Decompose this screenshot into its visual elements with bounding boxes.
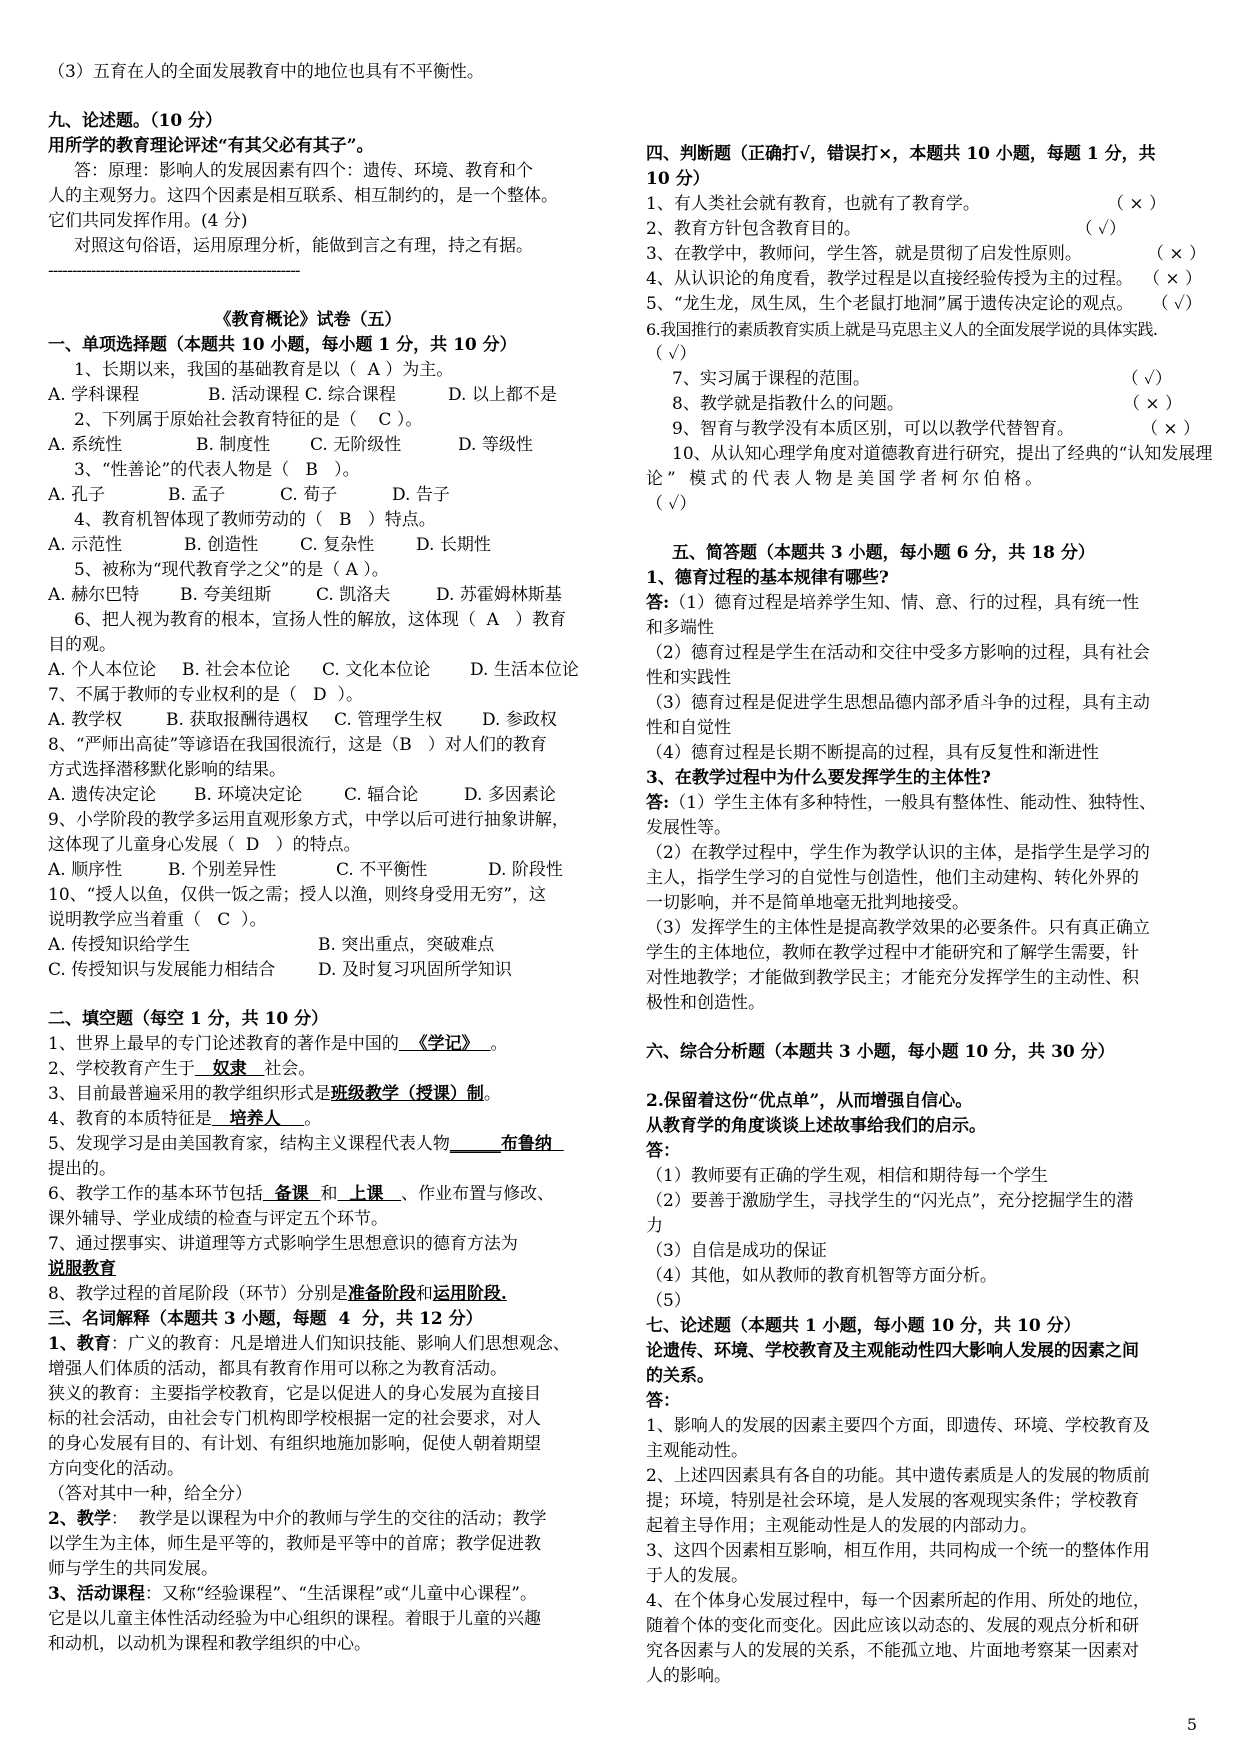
options-row xyxy=(48,933,604,958)
options-row xyxy=(48,658,604,683)
text-line: （4）其他，如从教师的教育机智等方面分析。 xyxy=(646,1266,997,1286)
judge-text: 5、“龙生龙，凤生凤，生个老鼠打地洞”属于遗传决定论的观点。 xyxy=(646,294,1134,314)
fill-answer: 说服教育 xyxy=(48,1259,116,1279)
judge-item xyxy=(646,192,1166,217)
question: 4、教育机智体现了教师劳动的（ B ）特点。 xyxy=(74,510,436,530)
fill-text: 和 xyxy=(415,1284,433,1304)
text-line: 学生的主体地位，教师在教学过程中才能研究和了解学生需要，针 xyxy=(646,943,1139,963)
option: C. 文化本位论 xyxy=(322,660,431,680)
options-row xyxy=(48,383,604,408)
text-line: 提；环境，特别是社会环境，是人发展的客观现实条件；学校教育 xyxy=(646,1491,1139,1511)
option: B. 个别差异性 xyxy=(168,860,277,880)
divider: ----------------------------------------------------- xyxy=(48,261,300,281)
judge-mark: （ × ） xyxy=(1140,419,1200,439)
option: D. 等级性 xyxy=(458,435,533,455)
option: D. 阶段性 xyxy=(488,860,563,880)
judge-text: 4、从认识论的角度看，教学过程是以直接经验传授为主的过程。 xyxy=(646,269,1133,289)
answer-line xyxy=(646,591,1202,616)
text-line: （2）要善于激励学生，寻找学生的“闪光点”，充分挖掘学生的潜 xyxy=(646,1191,1134,1211)
option: B. 孟子 xyxy=(168,485,226,505)
term: 1、教育 xyxy=(48,1334,111,1354)
fill-item xyxy=(48,1182,604,1207)
option: B. 突出重点，突破难点 xyxy=(318,935,495,955)
options-row xyxy=(48,583,604,608)
text-line: 的身心发展有目的、有计划、有组织地施加影响，促使人朝着期望 xyxy=(48,1434,541,1454)
judge-item xyxy=(646,392,1182,417)
option: C. 无阶级性 xyxy=(310,435,402,455)
exam-title: 《教育概论》试卷（五） xyxy=(214,310,402,330)
fill-text: 。 xyxy=(490,1034,508,1054)
judge-item xyxy=(646,417,1200,442)
question: 1、长期以来，我国的基础教育是以（ A ）为主。 xyxy=(74,360,454,380)
answer-label: 答： xyxy=(646,1391,680,1411)
question: 说明教学应当着重（ C ）。 xyxy=(48,910,267,930)
answer-label: 答： xyxy=(646,1141,680,1161)
fill-text: 1、世界上最早的专门论述教育的著作是中国的 xyxy=(48,1034,399,1054)
fill-text: 提出的。 xyxy=(48,1159,116,1179)
fill-text: 。 xyxy=(483,1084,501,1104)
question: 方式选择潜移默化影响的结果。 xyxy=(48,760,286,780)
option: A. 赫尔巴特 xyxy=(48,585,140,605)
fill-item xyxy=(48,1032,604,1057)
option: A. 学科课程 xyxy=(48,385,140,405)
option: A. 示范性 xyxy=(48,535,123,555)
option: A. 个人本位论 xyxy=(48,660,157,680)
option: A. 系统性 xyxy=(48,435,123,455)
text-line: 随着个体的变化而变化。因此应该以动态的、发展的观点分析和研 xyxy=(646,1616,1139,1636)
definition: ：又称“经验课程”、“生活课程”或“儿童中心课程”。 xyxy=(144,1584,537,1604)
option: C. 辐合论 xyxy=(344,785,419,805)
option: D. 苏霍姆林斯基 xyxy=(436,585,562,605)
fill-text: 6、教学工作的基本环节包括 xyxy=(48,1184,263,1204)
judge-mark: （ × ） xyxy=(1146,244,1206,264)
text-line: 起着主导作用；主观能动性是人的发展的内部动力。 xyxy=(646,1516,1037,1536)
judge-text: 6.我国推行的素质教育实质上就是马克思主义人的全面发展学说的具体实践. xyxy=(646,320,1158,339)
text-line: 增强人们体质的活动，都具有教育作用可以称之为教育活动。 xyxy=(48,1359,507,1379)
term: 3、活动课程 xyxy=(48,1584,145,1604)
text-line: 力 xyxy=(646,1216,663,1236)
term-line xyxy=(48,1507,604,1532)
section-title: 四、判断题（正确打√，错误打×，本题共 10 小题，每题 1 分，共 xyxy=(646,144,1156,164)
fill-item xyxy=(48,1057,604,1082)
judge-item xyxy=(646,367,1172,392)
fill-item xyxy=(48,1282,604,1307)
judge-item xyxy=(646,292,1202,317)
option: D. 以上都不是 xyxy=(448,385,557,405)
question: 的关系。 xyxy=(646,1366,714,1386)
question: 用所学的教育理论评述“有其父必有其子”。 xyxy=(48,136,374,156)
options-row xyxy=(48,533,604,558)
question: 10、“授人以鱼，仅供一饭之需；授人以渔，则终身受用无穷”，这 xyxy=(48,885,547,905)
judge-text: 2、教育方针包含教育目的。 xyxy=(646,219,861,239)
option: B. 创造性 xyxy=(184,535,259,555)
section-title: 五、简答题（本题共 3 小题，每小题 6 分，共 18 分） xyxy=(672,543,1095,563)
fill-text: 8、教学过程的首尾阶段（环节）分别是 xyxy=(48,1284,348,1304)
options-row xyxy=(48,783,604,808)
fill-answer: 《学记》 xyxy=(398,1034,491,1054)
option: D. 参政权 xyxy=(482,710,557,730)
question: 5、被称为“现代教育学之父”的是（ A ）。 xyxy=(74,560,389,580)
question: 目的观。 xyxy=(48,635,116,655)
judge-item xyxy=(646,217,1126,242)
fill-text: 。 xyxy=(304,1109,322,1129)
fill-text: 课外辅导、学业成绩的检查与评定五个环节。 xyxy=(48,1209,388,1229)
option: B. 环境决定论 xyxy=(194,785,303,805)
judge-mark: （ ✓） xyxy=(646,494,697,514)
text-line: 2、上述四因素具有各自的功能。其中遗传素质是人的发展的物质前 xyxy=(646,1466,1150,1486)
fill-text: 5、发现学习是由美国教育家，结构主义课程代表人物 xyxy=(48,1134,450,1154)
answer-line xyxy=(646,791,1202,816)
option: D. 告子 xyxy=(392,485,450,505)
judge-item xyxy=(646,242,1206,267)
text-line: 4、在个体身心发展过程中，每一个因素所起的作用、所处的地位， xyxy=(646,1591,1150,1611)
text-line: （1）教师要有正确的学生观，相信和期待每一个学生 xyxy=(646,1166,1048,1186)
question: 3、“性善论”的代表人物是（ B ）。 xyxy=(74,460,360,480)
fill-text: 社会。 xyxy=(264,1059,316,1079)
text-line: 1、影响人的发展的因素主要四个方面，即遗传、环境、学校教育及 xyxy=(646,1416,1150,1436)
term: 2、教学 xyxy=(48,1509,111,1529)
text-line: 答：原理：影响人的发展因素有四个：遗传、环境、教育和个 xyxy=(74,161,533,181)
text-line: 发展性等。 xyxy=(646,818,731,838)
question: 8、“严师出高徒”等谚语在我国很流行，这是（B ）对人们的教育 xyxy=(48,735,547,755)
text-line: 对性地教学；才能做到教学民主；才能充分发挥学生的主动性、积 xyxy=(646,968,1139,988)
option: C. 不平衡性 xyxy=(336,860,428,880)
option: C. 管理学生权 xyxy=(334,710,443,730)
question: 6、把人视为教育的根本，宣扬人性的解放，这体现（ A ）教育 xyxy=(74,610,567,630)
option: D. 及时复习巩固所学知识 xyxy=(318,960,512,980)
fill-item xyxy=(48,1082,604,1107)
text-line: 它是以儿童主体性活动经验为中心组织的课程。着眼于儿童的兴趣 xyxy=(48,1609,541,1629)
option: A. 遗传决定论 xyxy=(48,785,157,805)
question: 9、小学阶段的教学多运用直观形象方式，中学以后可进行抽象讲解， xyxy=(48,810,569,830)
text-line: 人的主观努力。这四个因素是相互联系、相互制约的，是一个整体。 xyxy=(48,186,558,206)
judge-text: 3、在教学中，教师问，学生答，就是贯彻了启发性原则。 xyxy=(646,244,1082,264)
question: 2.保留着这份“优点单”，从而增强自信心。 xyxy=(646,1091,973,1111)
text-line: 极性和创造性。 xyxy=(646,993,765,1013)
fill-answer: 上课 xyxy=(337,1184,402,1204)
text-line: 标的社会活动，由社会专门机构即学校根据一定的社会要求，对人 xyxy=(48,1409,541,1429)
section-title: 三、名词解释（本题共 3 小题，每题 4 分，共 12 分） xyxy=(48,1309,483,1329)
option: C. 传授知识与发展能力相结合 xyxy=(48,960,276,980)
text-line: 于人的发展。 xyxy=(646,1566,748,1586)
question: 论遗传、环境、学校教育及主观能动性四大影响人发展的因素之间 xyxy=(646,1341,1139,1361)
answer-label: 答: xyxy=(646,793,670,813)
fill-answer: 准备阶段 xyxy=(347,1284,416,1304)
fill-text: 2、学校教育产生于 xyxy=(48,1059,195,1079)
judge-mark: （ ✓） xyxy=(1151,294,1202,314)
text-line: 狭义的教育：主要指学校教育，它是以促进人的身心发展为直接目 xyxy=(48,1384,541,1404)
section-title: 10 分） xyxy=(646,169,710,189)
text-line: （5） xyxy=(646,1291,691,1311)
option: C. 荀子 xyxy=(280,485,338,505)
fill-answer: 运用阶段. xyxy=(432,1284,507,1304)
question: 2、下列属于原始社会教育特征的是（ C ）。 xyxy=(74,410,423,430)
question: 这体现了儿童身心发展（ D ）的特点。 xyxy=(48,835,361,855)
option: C. 复杂性 xyxy=(300,535,375,555)
fill-text: 4、教育的本质特征是 xyxy=(48,1109,212,1129)
text-line: 师与学生的共同发展。 xyxy=(48,1559,218,1579)
definition: ：广义的教育：凡是增进人们知识技能、影响人们思想观念、 xyxy=(110,1334,570,1354)
option: A. 顺序性 xyxy=(48,860,123,880)
options-row xyxy=(48,708,604,733)
answer-label: 答: xyxy=(646,593,670,613)
option: B. 夸美纽斯 xyxy=(180,585,272,605)
judge-text: 10、从认知心理学角度对道德教育进行研究，提出了经典的“认知发展理 xyxy=(672,444,1213,464)
option: B. 获取报酬待遇权 xyxy=(166,710,309,730)
fill-text: 7、通过摆事实、讲道理等方式影响学生思想意识的德育方法为 xyxy=(48,1234,518,1254)
judge-mark: （ ✓） xyxy=(646,344,697,364)
section-title: 六、综合分析题（本题共 3 小题，每小题 10 分，共 30 分） xyxy=(646,1042,1115,1062)
question: 从教育学的角度谈谈上述故事给我们的启示。 xyxy=(646,1116,986,1136)
text-line: （3）五育在人的全面发展教育中的地位也具有不平衡性。 xyxy=(48,62,484,82)
answer-text: （1）学生主体有多种特性，一般具有整体性、能动性、独特性、 xyxy=(669,793,1157,813)
judge-text: 7、实习属于课程的范围。 xyxy=(672,369,870,389)
judge-mark: （ × ） xyxy=(1106,194,1166,214)
fill-answer: 班级教学（授课）制 xyxy=(330,1084,484,1104)
term-line xyxy=(48,1582,604,1607)
text-line: 人的影响。 xyxy=(646,1666,731,1686)
text-line: 主观能动性。 xyxy=(646,1441,748,1461)
text-line: （3）德育过程是促进学生思想品德内部矛盾斗争的过程，具有主动 xyxy=(646,693,1150,713)
left-column xyxy=(48,60,604,1657)
text-line: （答对其中一种，给全分） xyxy=(48,1484,252,1504)
text-line: （3）发挥学生的主体性是提高教学效果的必要条件。只有真正确立 xyxy=(646,918,1150,938)
text-line: 主人，指学生学习的自觉性与创造性，他们主动建构、转化外界的 xyxy=(646,868,1139,888)
judge-item xyxy=(646,267,1202,292)
judge-mark: （ ✓） xyxy=(1075,219,1126,239)
section-title: 二、填空题（每空 1 分，共 10 分） xyxy=(48,1009,329,1029)
text-line: 3、这四个因素相互影响，相互作用，共同构成一个统一的整体作用 xyxy=(646,1541,1150,1561)
text-line: 方向变化的活动。 xyxy=(48,1459,184,1479)
text-line: 性和自觉性 xyxy=(646,718,731,738)
options-row xyxy=(48,858,604,883)
option: D. 多因素论 xyxy=(464,785,556,805)
definition: ： 教学是以课程为中介的教师与学生的交往的活动；教学 xyxy=(110,1509,547,1529)
page-number: 5 xyxy=(1186,1715,1197,1734)
fill-answer: 培养人 xyxy=(211,1109,305,1129)
option: B. 制度性 xyxy=(196,435,271,455)
fill-answer: ______布鲁纳 xyxy=(449,1134,564,1154)
text-line: 对照这句俗语，运用原理分析，能做到言之有理，持之有据。 xyxy=(74,236,533,256)
answer-text: （1）德育过程是培养学生知、情、意、行的过程，具有统一性 xyxy=(669,593,1140,613)
text-line: 以学生为主体，师生是平等的，教师是平等中的首席；教学促进教 xyxy=(48,1534,541,1554)
option: D. 长期性 xyxy=(416,535,491,555)
text-line: 和动机，以动机为课程和教学组织的中心。 xyxy=(48,1634,371,1654)
fill-text: 、作业布置与修改、 xyxy=(401,1184,555,1204)
option: B. 社会本位论 xyxy=(182,660,291,680)
options-row xyxy=(48,483,604,508)
judge-mark: （ ✓） xyxy=(1121,369,1172,389)
judge-text: 1、有人类社会就有教育，也就有了教育学。 xyxy=(646,194,980,214)
option: A. 孔子 xyxy=(48,485,106,505)
judge-text: 论” 模式的代表人物是美国学者柯尔伯格。 xyxy=(646,469,1047,489)
text-line: 一切影响，并不是简单地毫无批判地接受。 xyxy=(646,893,969,913)
question: 3、在教学过程中为什么要发挥学生的主体性? xyxy=(646,768,991,788)
text-line: （3）自信是成功的保证 xyxy=(646,1241,827,1261)
text-line: （2）德育过程是学生在活动和交往中受多方影响的过程，具有社会 xyxy=(646,643,1150,663)
options-row xyxy=(48,433,604,458)
right-column xyxy=(646,142,1213,1689)
question: 7、不属于教师的专业权利的是（ D ）。 xyxy=(48,685,363,705)
section-title: 七、论述题（本题共 1 小题，每小题 10 分，共 10 分） xyxy=(646,1316,1081,1336)
section-title: 一、单项选择题（本题共 10 小题，每小题 1 分，共 10 分） xyxy=(48,335,517,355)
question: 1、德育过程的基本规律有哪些? xyxy=(646,568,889,588)
judge-mark: （ × ） xyxy=(1142,269,1202,289)
option: B. 活动课程 C. 综合课程 xyxy=(208,385,396,405)
option: D. 生活本位论 xyxy=(470,660,579,680)
text-line: 究各因素与人的发展的关系，不能孤立地、片面地考察某一因素对 xyxy=(646,1641,1139,1661)
section-title: 九、论述题。（10 分） xyxy=(48,111,223,131)
text-line: （2）在教学过程中，学生作为教学认识的主体，是指学生是学习的 xyxy=(646,843,1150,863)
option: A. 教学权 xyxy=(48,710,123,730)
fill-text: 和 xyxy=(320,1184,338,1204)
fill-item xyxy=(48,1257,604,1282)
fill-item xyxy=(48,1132,604,1157)
option: A. 传授知识给学生 xyxy=(48,935,191,955)
term-line xyxy=(48,1332,604,1357)
text-line: 它们共同发挥作用。(4 分) xyxy=(48,211,248,231)
text-line: 和多端性 xyxy=(646,618,714,638)
fill-answer: 备课 xyxy=(262,1184,321,1204)
option: C. 凯洛夫 xyxy=(316,585,391,605)
fill-answer: 奴隶 xyxy=(194,1059,265,1079)
judge-text: 9、智育与教学没有本质区别，可以以教学代替智育。 xyxy=(672,419,1074,439)
options-row xyxy=(48,958,604,983)
judge-mark: （ × ） xyxy=(1122,394,1182,414)
text-line: （4）德育过程是长期不断提高的过程，具有反复性和渐进性 xyxy=(646,743,1099,763)
judge-text: 8、教学就是指教什么的问题。 xyxy=(672,394,904,414)
fill-text: 3、目前最普遍采用的教学组织形式是 xyxy=(48,1084,331,1104)
text-line: 性和实践性 xyxy=(646,668,731,688)
fill-item xyxy=(48,1107,604,1132)
